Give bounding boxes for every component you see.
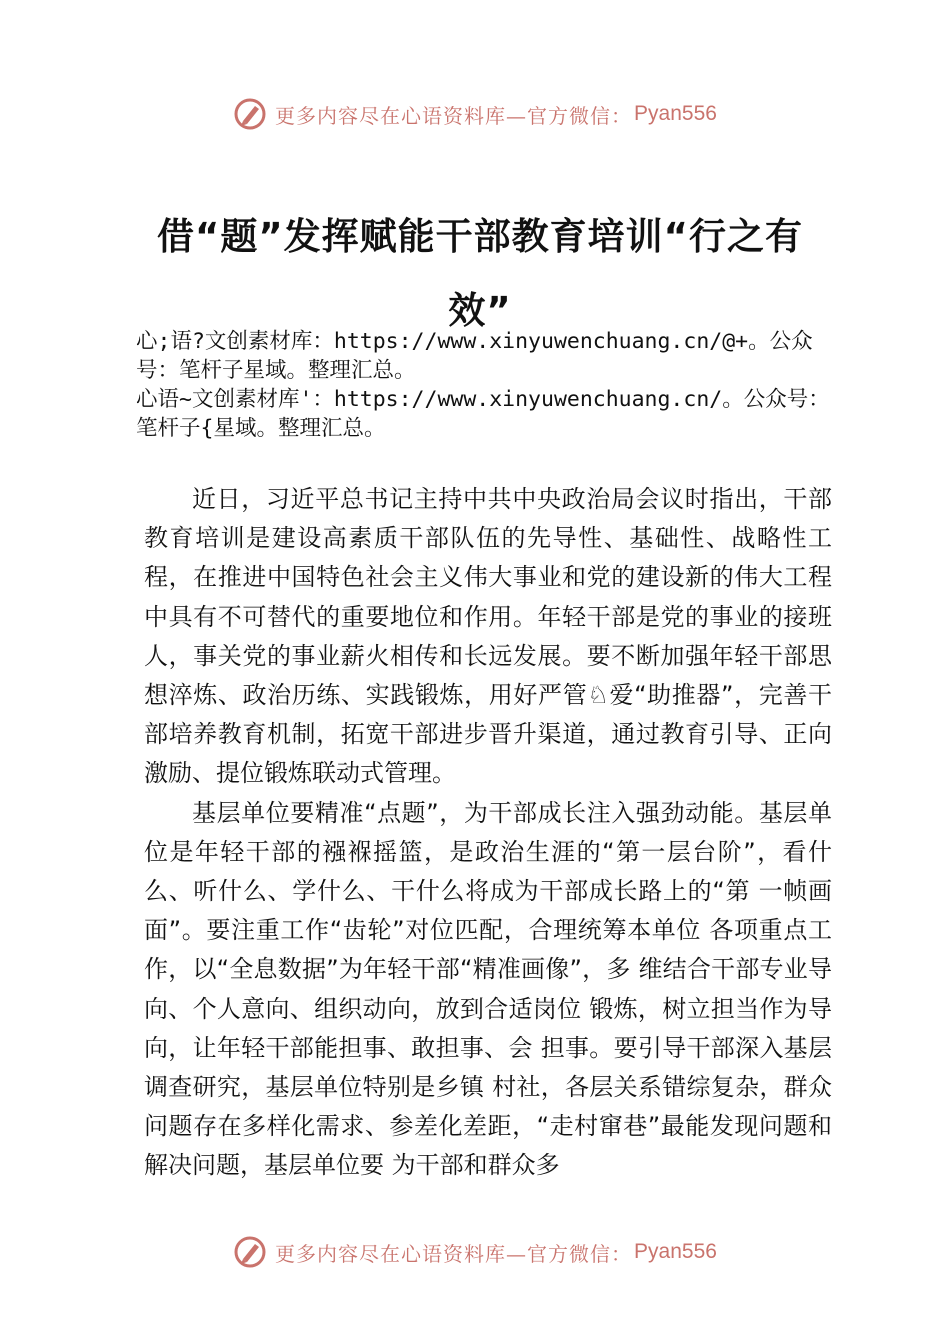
paragraph: 基层单位要精准“点题”，为干部成长注入强劲动能。基层单位是年轻干部的襁褓摇篮，是政治生涯的“第一层台阶”，看什么、听什么、学什么、干什么将成为干部成长路上的“第 一帧画面”。要注重工作“齿轮”对位匹配，合理统筹本单位 各项重点工作，以“全息数据”为年轻干部“精准画像”，多 维结合干部专业导向、个人意向、组织动向，放到合适岗位 锻炼，树立担当作为导向，让年轻干部能担事、敢担事、会 担事。要引导干部深入基层调查研究，基层单位特别是乡镇 村社，各层关系错综复杂，群众问题存在多样化需求、参差化差距，“走村窜巷”最能发现问题和解决问题，基层单位要 为干部和群众多 — [144, 798, 832, 1180]
watermark-banner-top — [0, 92, 950, 136]
source-line: 心语~文创素材库'：https://www.xinyuwenchuang.cn/。公众号：笔杆子{星域。整理汇总。 — [136, 387, 830, 441]
banner-text: 更多内容尽在心语资料库—官方微信： — [275, 103, 633, 128]
paragraph: 近日，习近平总书记主持中共中央政治局会议时指出，干部教育培训是建设高素质干部队伍的先导性、基础性、战略性工程，在推进中国特色社会主义伟大事业和党的建设新的伟大工程中具有不可替代的重要地位和作用。年轻干部是党的事业的接班人，事关党的事业薪火相传和长远发展。要不断加强年轻干部思想淬炼、政治历练、实践锻炼，用好严管♘爱“助推器”，完善干部培养教育机制，拓宽干部进步晋升渠道，通过教育引导、正向激励、提位锻炼联动式管理。 — [144, 485, 832, 788]
watermark-banner-bottom — [0, 1230, 950, 1274]
banner-wechat-id: Pyan556 — [634, 102, 717, 125]
document-body — [144, 480, 832, 1186]
pen-logo-icon — [233, 1235, 267, 1269]
document-title: 借“题”发挥赋能干部教育培训“行之有效” — [157, 215, 803, 332]
banner-wechat-id: Pyan556 — [634, 1240, 717, 1263]
pen-logo-icon — [233, 97, 267, 131]
source-line: 心;语?文创素材库：https://www.xinyuwenchuang.cn/@+。公众号：笔杆子星域。整理汇总。 — [136, 329, 813, 383]
source-notes — [136, 327, 836, 443]
banner-text: 更多内容尽在心语资料库—官方微信： — [275, 1241, 633, 1266]
